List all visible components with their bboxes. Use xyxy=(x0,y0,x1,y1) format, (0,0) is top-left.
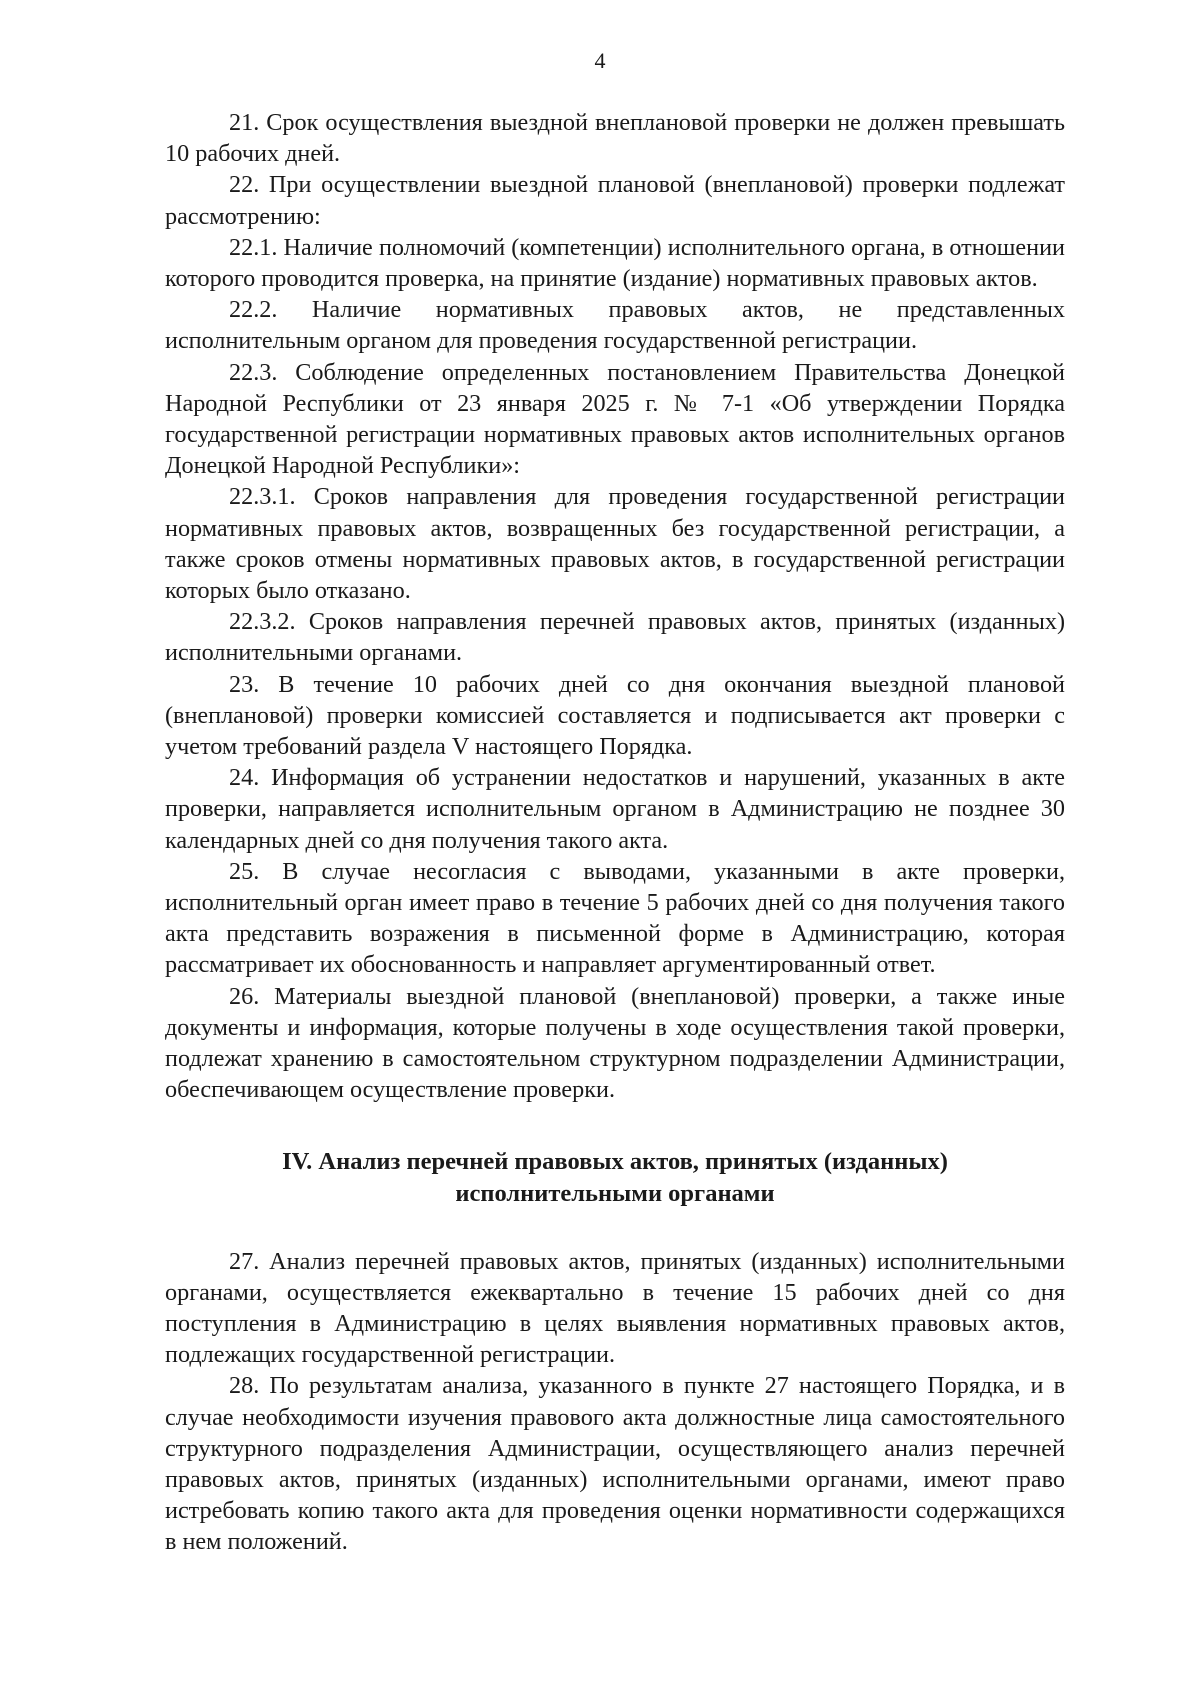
paragraph-25: 25. В случае несогласия с выводами, указанными в акте проверки, исполнительный орган имеет право в течение 5 рабочих дней со дня получения такого акта представить возражения в письменной форме в Администрацию, которая рассматривает их обоснованность и направляет аргументированный ответ. xyxy=(165,857,1065,979)
paragraph-22-2: 22.2. Наличие нормативных правовых актов, не представленных исполнительным органом для проведения государственной регистрации. xyxy=(165,296,1065,355)
section-heading-iv xyxy=(165,1146,1065,1210)
paragraph-26: 26. Материалы выездной плановой (внеплановой) проверки, а также иные документы и информация, которые получены в ходе осуществления такой проверки, подлежат хранению в самостоятельном структурном подразделении Администрации, обеспечивающем осуществление проверки. xyxy=(165,982,1065,1104)
paragraph-22-1: 22.1. Наличие полномочий (компетенции) исполнительного органа, в отношении которого проводится проверка, на принятие (издание) нормативных правовых актов. xyxy=(165,233,1065,293)
paragraph-21: 21. Срок осуществления выездной внеплановой проверки не должен превышать 10 рабочих дней. xyxy=(165,109,1065,168)
section-heading-line-2: исполнительными органами xyxy=(455,1179,775,1207)
paragraph-22: 22. При осуществлении выездной плановой (внеплановой) проверки подлежат рассмотрению: xyxy=(165,171,1065,230)
paragraph-27: 27. Анализ перечней правовых актов, принятых (изданных) исполнительными органами, осуществляется ежеквартально в течение 15 рабочих дней со дня поступления в Администрацию в целях выявления нормативных правовых актов, подлежащих государственной регистрации. xyxy=(165,1247,1065,1369)
document-body-upper xyxy=(165,107,1065,1558)
paragraph-23: 23. В течение 10 рабочих дней со дня окончания выездной плановой (внеплановой) проверки комиссией составляется и подписывается акт проверки с учетом требований раздела V настоящего Порядка. xyxy=(165,670,1065,761)
paragraph-22-3: 22.3. Соблюдение определенных постановлением Правительства Донецкой Народной Республики от 23 января 2025 г. № 7-1 «Об утверждении Порядка государственной регистрации нормативных правовых актов исполнительных органов Донецкой Народной Республики»: xyxy=(165,358,1065,480)
section-heading-line-1: IV. Анализ перечней правовых актов, принятых (изданных) xyxy=(282,1147,948,1175)
paragraph-22-3-1: 22.3.1. Сроков направления для проведения государственной регистрации нормативных правовых актов, возвращенных без государственной регистрации, а также сроков отмены нормативных правовых актов, в государственной регистрации которых было отказано. xyxy=(165,483,1065,605)
paragraph-28: 28. По результатам анализа, указанного в пункте 27 настоящего Порядка, и в случае необходимости изучения правового акта должностные лица самостоятельного структурного подразделения Администрации, осуществляющего анализ перечней правовых актов, принятых (изданных) исполнительными органами, имеют право истребовать копию такого акта для проведения оценки нормативности содержащихся в нем положений. xyxy=(165,1372,1065,1556)
page-number: 4 xyxy=(594,48,606,73)
paragraph-22-3-2: 22.3.2. Сроков направления перечней правовых актов, принятых (изданных) исполнительными органами. xyxy=(165,608,1065,667)
paragraph-24: 24. Информация об устранении недостатков и нарушений, указанных в акте проверки, направляется исполнительным органом в Администрацию не позднее 30 календарных дней со дня получения такого акта. xyxy=(165,764,1065,854)
